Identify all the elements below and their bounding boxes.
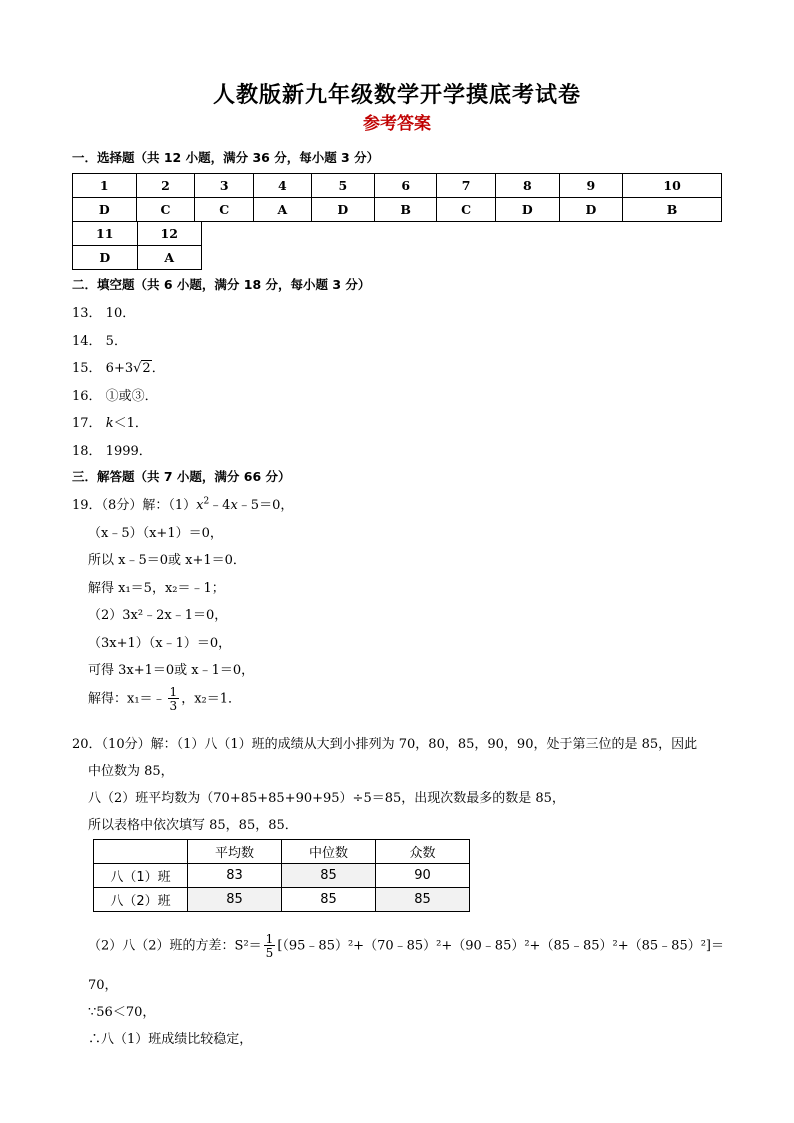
answer-cell-0: D — [73, 198, 137, 222]
answer-cell-3: A — [254, 198, 311, 222]
question-number-cell-3: 4 — [254, 174, 311, 198]
question-number-cell-8: 9 — [559, 174, 623, 198]
class-stats-table — [93, 839, 470, 912]
answer-cell-7: D — [496, 198, 560, 222]
q19-line1: 19．（8分）解：$(1)x^2﹣4x﹣5=0$， — [72, 496, 294, 513]
row-label-cell: 八（2）班 — [94, 888, 188, 912]
answer-cell-0: D — [73, 246, 138, 270]
answer-cell-9: B — [623, 198, 722, 222]
answer-15: 15． 6+3√2． — [72, 361, 165, 376]
row-label-cell: 八（1）班 — [94, 864, 188, 888]
q19-line3: 所以 x﹣5＝0或 x+1＝0． — [88, 553, 246, 568]
q19-line2: （x﹣5）（x+1）＝0， — [88, 526, 223, 541]
stats-header-cell: 中位数 — [282, 840, 376, 864]
answer-16: 16． ①或③． — [72, 389, 158, 404]
answer-table-row2 — [72, 221, 202, 270]
table-row — [94, 864, 470, 888]
q20-line5: （2）八（2）班的方差：S²＝ $\frac{1}{5}$ [（95﹣85）²+（70﹣85）²+（90﹣85）²+（85﹣85）²+（85﹣85）²]＝ — [88, 932, 725, 960]
answer-cell-1: A — [137, 246, 202, 270]
answer-cell-5: B — [375, 198, 437, 222]
section3-heading: 三．解答题（共 7 小题，满分 66 分） — [72, 469, 291, 484]
answer-18: 18． 1999． — [72, 444, 152, 459]
q20-line6: 70， — [88, 978, 118, 993]
answer-cell-8: D — [559, 198, 623, 222]
stats-header-cell — [94, 840, 188, 864]
q19-line6: （3x+1）（x﹣1）＝0， — [88, 636, 232, 651]
question-number-cell-2: 3 — [195, 174, 254, 198]
table-row — [94, 888, 470, 912]
answer-17: 17． k＜1． — [72, 416, 148, 431]
section2-heading: 二．填空题（共 6 小题，满分 18 分，每小题 3 分） — [72, 277, 371, 292]
q20-line2: 中位数为 85， — [88, 764, 174, 779]
stats-header-cell: 平均数 — [188, 840, 282, 864]
q20-line8: ∴八（1）班成绩比较稳定， — [88, 1032, 253, 1047]
q20-line7: ∵56＜70， — [88, 1005, 156, 1020]
stats-value-cell: 85 — [376, 888, 470, 912]
q19-line4: 解得 x₁＝5，x₂＝﹣1； — [88, 581, 225, 596]
fraction-one-third: $\frac{1}{3}$ — [169, 685, 178, 713]
question-number-cell-9: 10 — [623, 174, 722, 198]
stats-value-cell: 90 — [376, 864, 470, 888]
q19-line5: （2）3x²﹣2x﹣1＝0， — [88, 608, 228, 623]
answer-cell-4: D — [311, 198, 375, 222]
page-subtitle: 参考答案 — [363, 114, 431, 134]
section1-heading: 一．选择题（共 12 小题，满分 36 分，每小题 3 分） — [72, 150, 380, 165]
stats-value-cell: 85 — [188, 888, 282, 912]
answer-cell-1: C — [136, 198, 195, 222]
q20-line4: 所以表格中依次填写 85，85，85． — [88, 818, 298, 833]
stats-value-cell: 83 — [188, 864, 282, 888]
answer-13: 13． 10． — [72, 306, 136, 321]
question-number-cell-6: 7 — [437, 174, 496, 198]
page-title: 人教版新九年级数学开学摸底考试卷 — [212, 83, 581, 108]
question-number-cell-0: 1 — [73, 174, 137, 198]
q20-line3: 八（2）班平均数为（70+85+85+90+95）÷5＝85，出现次数最多的数是 85， — [88, 791, 565, 806]
q19-line7: 可得 3x+1＝0或 x﹣1＝0， — [88, 663, 255, 678]
q19-line8: 解得：x₁＝﹣ $\frac{1}{3}$ ，x₂＝1． — [88, 685, 242, 713]
q20-line1: 20．（10分）解：（1）八（1）班的成绩从大到小排列为 70，80，85，90，90，处于第三位的是 85，因此 — [72, 737, 698, 752]
stats-header-cell: 众数 — [376, 840, 470, 864]
question-number-cell-7: 8 — [496, 174, 560, 198]
question-number-cell-1: 12 — [137, 222, 202, 246]
question-number-cell-0: 11 — [73, 222, 138, 246]
answer-14: 14． 5． — [72, 334, 127, 349]
answer-cell-6: C — [437, 198, 496, 222]
question-number-cell-4: 5 — [311, 174, 375, 198]
answer-cell-2: C — [195, 198, 254, 222]
answer-table-row1 — [72, 173, 722, 222]
question-number-cell-5: 6 — [375, 174, 437, 198]
stats-value-cell: 85 — [282, 888, 376, 912]
question-number-cell-1: 2 — [136, 174, 195, 198]
stats-value-cell: 85 — [282, 864, 376, 888]
fraction-one-fifth: $\frac{1}{5}$ — [265, 932, 274, 960]
